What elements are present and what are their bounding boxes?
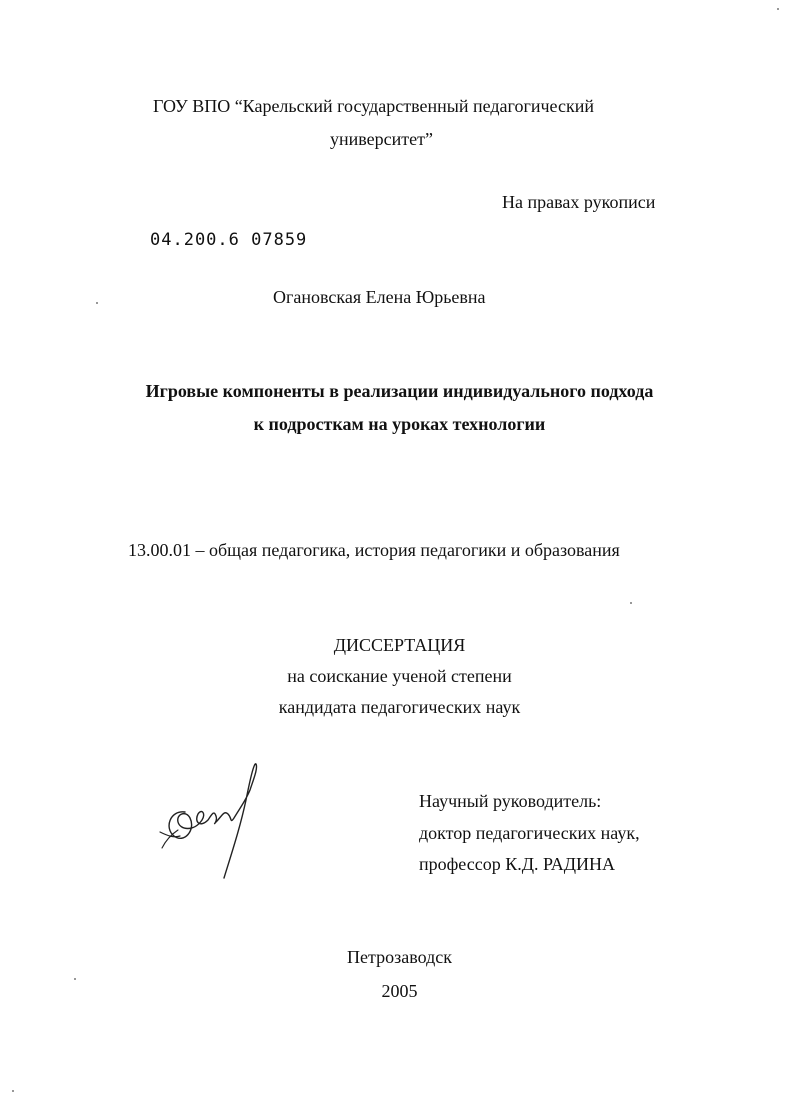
scan-speck [777,8,779,10]
title-line-2: к подросткам на уроках технологии [253,414,546,434]
degree-heading: ДИССЕРТАЦИЯ [333,635,466,655]
scan-speck [12,1090,14,1092]
year: 2005 [381,981,418,1001]
author-name: Огановская Елена Юрьевна [273,287,486,307]
rights-note: На правах рукописи [502,192,656,212]
handwritten-signature [150,760,280,880]
supervisor-degree: доктор педагогических наук, [419,823,640,843]
scan-speck [630,602,632,604]
title-line-1: Игровые компоненты в реализации индивидуального подхода [145,381,654,401]
scan-speck [74,978,76,980]
scan-speck [96,302,98,304]
supervisor-label: Научный руководитель: [419,791,602,811]
registration-number: 04.200.6 07859 [150,230,308,250]
degree-line-1: на соискание ученой степени [287,666,512,686]
institution-line-1: ГОУ ВПО “Карельский государственный педагогический [153,96,594,116]
specialty: 13.00.01 – общая педагогика, история педагогики и образования [128,540,620,560]
supervisor-name: профессор К.Д. РАДИНА [419,854,615,874]
city: Петрозаводск [347,947,452,967]
institution-line-2: университет” [330,129,433,149]
degree-line-2: кандидата педагогических наук [278,697,521,717]
